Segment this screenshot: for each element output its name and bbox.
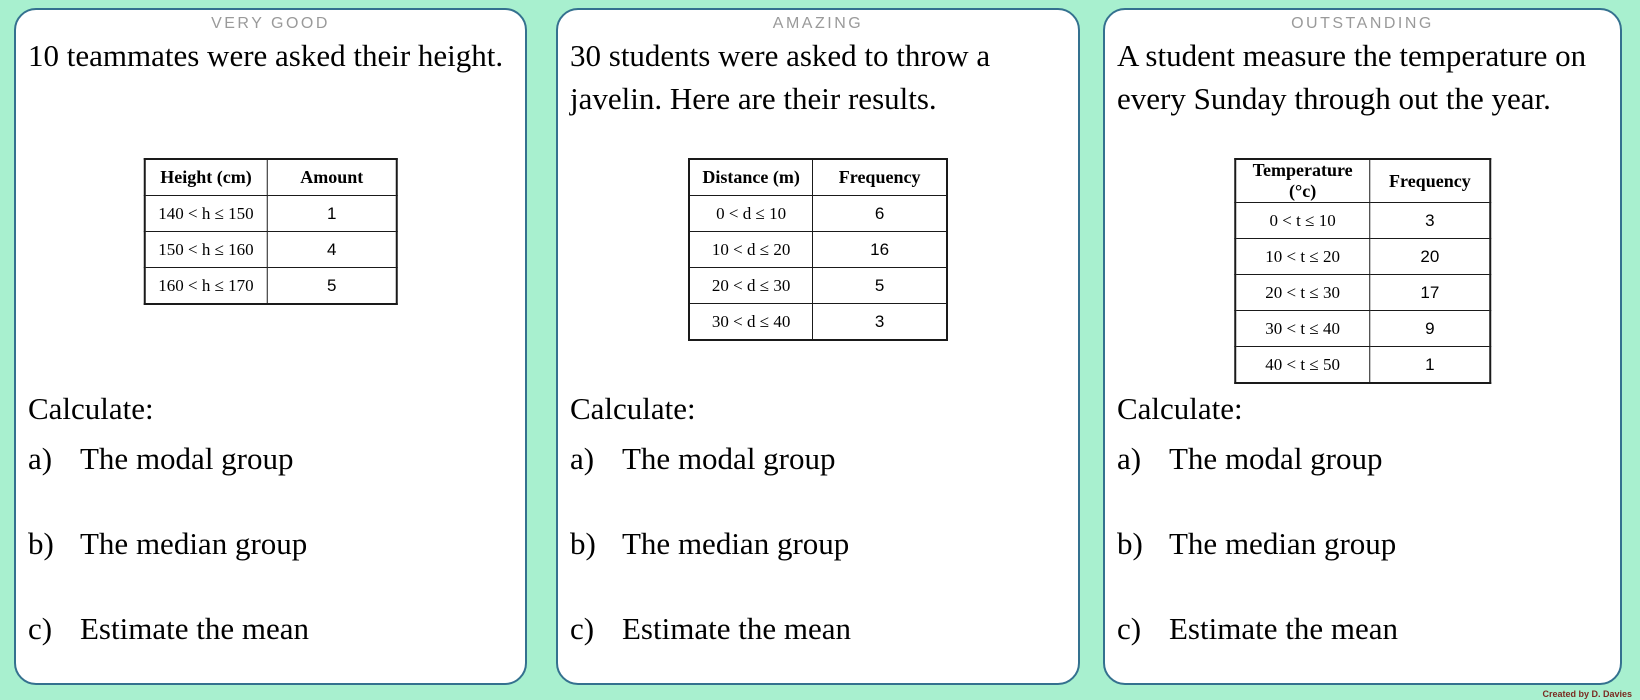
- item-marker: a): [570, 441, 595, 476]
- table-cell: 140 < h ≤ 150: [144, 196, 267, 232]
- table-cell: 6: [813, 196, 947, 232]
- calc-item-modal-group: [1117, 438, 1612, 480]
- table-row: [1235, 203, 1491, 239]
- table-row: [689, 268, 947, 304]
- table-row: [144, 232, 397, 268]
- calc-item-estimate-mean: [28, 608, 517, 650]
- table-row: [689, 232, 947, 268]
- item-text: The modal group: [80, 441, 294, 476]
- table-cell: 0 < t ≤ 10: [1235, 203, 1370, 239]
- credit-text: Created by D. Davies: [1542, 689, 1632, 699]
- table-row: [1235, 239, 1491, 275]
- calc-item-estimate-mean: [570, 608, 1070, 650]
- table-cell: 0 < d ≤ 10: [689, 196, 813, 232]
- table-row: [1235, 275, 1491, 311]
- frequency-table: [1234, 158, 1492, 384]
- difficulty-label: AMAZING: [772, 15, 864, 32]
- calculate-section: [1117, 388, 1612, 650]
- table-header-cell: Height (cm): [144, 159, 267, 196]
- table-header-cell: Frequency: [813, 159, 947, 196]
- item-marker: b): [570, 526, 596, 561]
- card-amazing: [556, 8, 1080, 685]
- card-very-good: [14, 8, 527, 685]
- difficulty-label: OUTSTANDING: [1291, 15, 1434, 32]
- item-text: The modal group: [1169, 441, 1383, 476]
- table-cell: 5: [267, 268, 397, 305]
- calculate-heading: Calculate:: [1117, 391, 1243, 426]
- table-header-row: [144, 159, 397, 196]
- item-text: Estimate the mean: [1169, 611, 1398, 646]
- question-prompt: A student measure the temperature on every Sunday through out the year.: [1117, 38, 1587, 116]
- question-prompt: 30 students were asked to throw a javelin. Here are their results.: [570, 38, 991, 116]
- item-text: The median group: [80, 526, 308, 561]
- table-cell: 20: [1370, 239, 1490, 275]
- item-marker: b): [1117, 526, 1143, 561]
- table-cell: 3: [1370, 203, 1490, 239]
- question-prompt: 10 teammates were asked their height.: [28, 38, 504, 73]
- calculate-heading: Calculate:: [28, 391, 154, 426]
- calc-item-modal-group: [570, 438, 1070, 480]
- table-cell: 17: [1370, 275, 1490, 311]
- frequency-table: [688, 158, 948, 341]
- calculate-heading: Calculate:: [570, 391, 696, 426]
- table-cell: 20 < d ≤ 30: [689, 268, 813, 304]
- table-header-cell: Frequency: [1370, 159, 1490, 203]
- table-cell: 4: [267, 232, 397, 268]
- calc-item-modal-group: [28, 438, 517, 480]
- table-cell: 150 < h ≤ 160: [144, 232, 267, 268]
- table-header-cell: Temperature (°c): [1235, 159, 1370, 203]
- item-text: The median group: [622, 526, 850, 561]
- calc-item-median-group: [28, 523, 517, 565]
- table-cell: 1: [1370, 347, 1490, 384]
- item-text: The median group: [1169, 526, 1397, 561]
- table-row: [689, 196, 947, 232]
- table-cell: 9: [1370, 311, 1490, 347]
- table-header-row: [689, 159, 947, 196]
- table-cell: 3: [813, 304, 947, 341]
- table-cell: 5: [813, 268, 947, 304]
- calc-item-estimate-mean: [1117, 608, 1612, 650]
- table-row: [144, 268, 397, 305]
- card-outstanding: [1103, 8, 1622, 685]
- item-marker: c): [570, 611, 595, 646]
- table-cell: 160 < h ≤ 170: [144, 268, 267, 305]
- table-cell: 30 < d ≤ 40: [689, 304, 813, 341]
- item-marker: c): [28, 611, 53, 646]
- calc-item-median-group: [570, 523, 1070, 565]
- table-cell: 10 < d ≤ 20: [689, 232, 813, 268]
- table-header-cell: Amount: [267, 159, 397, 196]
- table-cell: 10 < t ≤ 20: [1235, 239, 1370, 275]
- item-marker: b): [28, 526, 54, 561]
- calculate-section: [28, 388, 517, 650]
- table-row: [689, 304, 947, 341]
- frequency-table: [143, 158, 398, 305]
- calculate-section: [570, 388, 1070, 650]
- table-row: [144, 196, 397, 232]
- item-marker: a): [28, 441, 53, 476]
- table-cell: 30 < t ≤ 40: [1235, 311, 1370, 347]
- table-row: [1235, 311, 1491, 347]
- calc-item-median-group: [1117, 523, 1612, 565]
- table-cell: 1: [267, 196, 397, 232]
- item-text: Estimate the mean: [622, 611, 851, 646]
- table-cell: 20 < t ≤ 30: [1235, 275, 1370, 311]
- table-cell: 40 < t ≤ 50: [1235, 347, 1370, 384]
- table-header-row: [1235, 159, 1491, 203]
- item-text: Estimate the mean: [80, 611, 309, 646]
- difficulty-label: VERY GOOD: [211, 15, 330, 32]
- item-text: The modal group: [622, 441, 836, 476]
- table-row: [1235, 347, 1491, 384]
- item-marker: c): [1117, 611, 1142, 646]
- item-marker: a): [1117, 441, 1142, 476]
- table-header-cell: Distance (m): [689, 159, 813, 196]
- table-cell: 16: [813, 232, 947, 268]
